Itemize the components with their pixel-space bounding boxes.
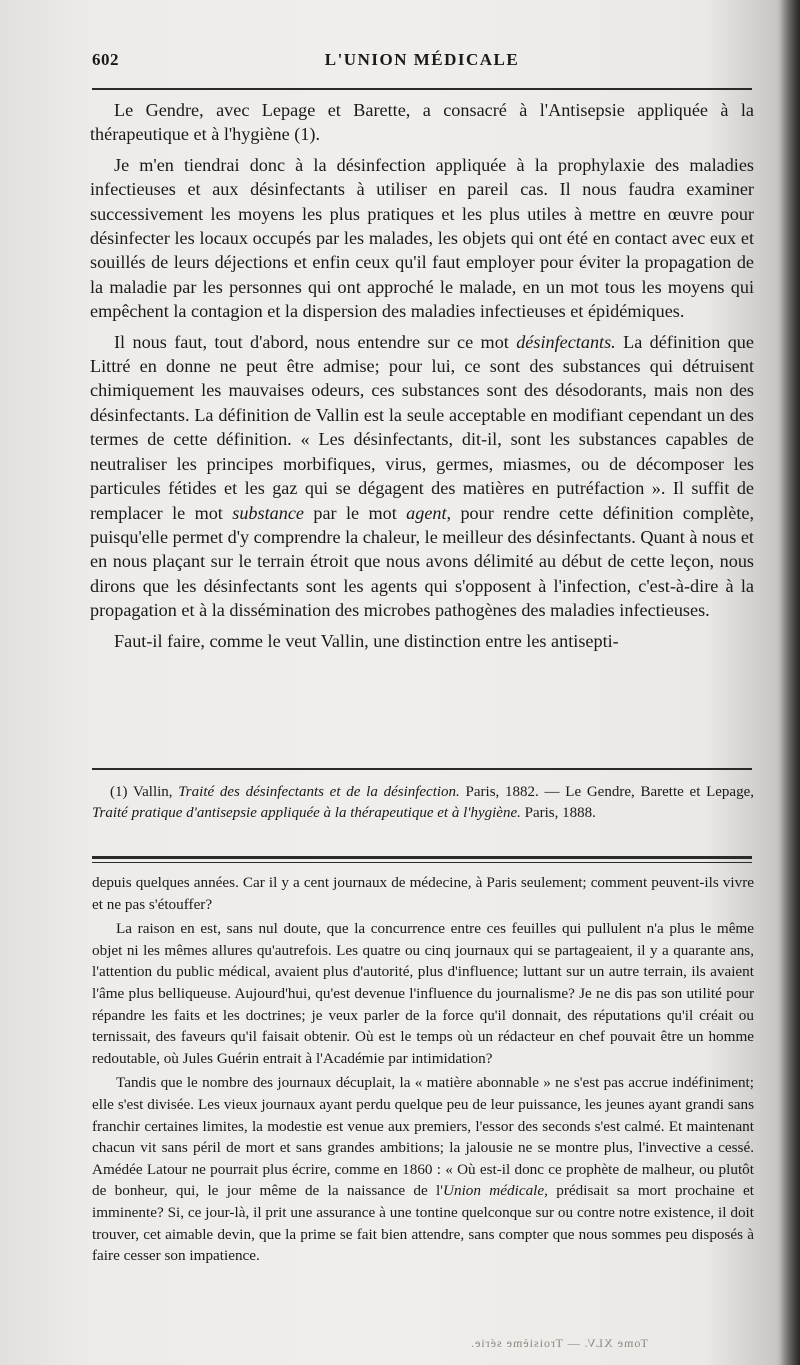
main-article-text (90, 98, 754, 659)
feuilleton-paragraph (92, 918, 754, 1069)
text-run: pour rendre cette définition complète, puisqu'elle permet d'y comprendre la chaleur, le meilleur des désinfectants. Quant à nous et en nous plaçant sur le terrain étroit que nous avons délimité au début de cette leçon, nous dirons que les désinfectants sont les agents qui s'opposent à l'infection, c'est-à-dire à la propagation et à la dissémination des microbes pathogènes des maladies infectieuses. (90, 502, 754, 621)
footnote-rule (92, 768, 752, 770)
italic-term: désinfectants. (516, 331, 616, 352)
journal-title: L'UNION MÉDICALE (324, 50, 520, 69)
footnote-paragraph (92, 782, 754, 824)
main-paragraph (90, 153, 754, 324)
text-run: Le Gendre, avec Lepage et Barette, a consacré à l'Antisepsie appliquée à la thérapeutique et à l'hygiène (1). (90, 100, 754, 145)
main-paragraph (90, 330, 754, 623)
text-run: (1) Vallin, (110, 784, 179, 800)
text-run: La définition que Littré en donne ne peut être admise; pour lui, ce sont des substances qui détruisent chimiquement les mauvaises odeurs, ces substances sont des désodorants, mais non des désinfectants. La définition de Vallin est la seule acceptable en modifiant cependant un des termes de cette définition. « Les désinfectants, dit-il, sont les substances capables de neutraliser les principes morbifiques, virus, germes, miasmes, ou de décomposer les particules fétides et les gaz qui se dégagent des matières en putréfaction ». Il suffit de remplacer le mot (90, 331, 754, 523)
text-run: prédisait sa mort prochaine et imminente? Si, ce jour-là, il prit une assurance à une tontine quelconque sur ou contre notre existence, il doit trouver, cet aimable devin, que la prime se fait bien attendre, sans compter que nous sommes peu disposés à faire cesser son impatience. (92, 1182, 754, 1265)
italic-term: agent, (406, 502, 452, 523)
text-run: Paris, 1888. (520, 805, 596, 821)
text-run: par le mot (303, 502, 407, 523)
bleed-through-signature: Tome XLV. — Troisième série. (470, 1336, 648, 1350)
italic-title: Union médicale, (443, 1182, 548, 1200)
main-paragraph (90, 629, 754, 653)
text-run: Tandis que le nombre des journaux décuplait, la « matière abonnable » ne s'est pas accrue indéfiniment; elle s'est divisée. Les vieux journaux ayant perdu quelque peu de leur puissance, les jeunes ayant grandi sans franchir certaines limites, la modestie est venue aux premiers, l'essor des seconds s'est calmé. Et maintenant chacun vit sans péril de mort et sans grandes ambitions; la jalousie ne se montre plus, l'invective a cessé. Amédée Latour ne pourrait plus écrire, comme en 1860 : « Où est-il donc ce prophète de malheur, ou plutôt de bonheur, qui, le jour même de la naissance de l' (92, 1074, 754, 1200)
feuilleton-paragraph (92, 872, 754, 915)
text-run: depuis quelques années. Car il y a cent journaux de médecine, à Paris seulement; comment peuvent-ils vivre et ne pas s'étouffer? (92, 874, 754, 913)
footnote (92, 782, 754, 824)
running-header (92, 48, 752, 76)
text-run: Il nous faut, tout d'abord, nous entendre sur ce mot (114, 331, 517, 352)
text-run: La raison en est, sans nul doute, que la concurrence entre ces feuilles qui pullulent n'a plus le même objet ni les mêmes allures qu'autrefois. Les quatre ou cinq journaux qui se partageaient, il y a quarante ans, l'attention du public médical, avaient plus d'autorité, plus d'influence; luttant sur un autre terrain, ils avaient l'âme plus belliqueuse. Aujourd'hui, qu'est devenue l'influence du journalisme? Je ne dis pas son utilité pour répandre les faits et les doctrines; je veux parler de la force qu'il donnait, des réputations qu'il créait ou ternissait, des faveurs qu'il faisait obtenir. Où est le temps où un rédacteur en chef pouvait être un homme redoutable, où Jules Guérin entrait à l'Académie par intimidation? (92, 920, 754, 1067)
text-run: Faut-il faire, comme le veut Vallin, une distinction entre les antisepti- (114, 630, 619, 651)
header-rule (92, 88, 752, 90)
page-number: 602 (92, 50, 119, 69)
italic-title: Traité pratique d'antisepsie appliquée à la thérapeutique et à l'hygiène. (92, 805, 521, 821)
italic-term: substance (232, 502, 304, 523)
main-paragraph (90, 98, 754, 147)
page-binding-shadow (780, 0, 800, 1365)
feuilleton-paragraph (92, 1072, 754, 1266)
feuilleton-text (92, 872, 754, 1270)
feuilleton-rule-thick (92, 856, 752, 859)
italic-title: Traité des désinfectants et de la désinfection. (178, 784, 460, 800)
text-run: Paris, 1882. — Le Gendre, Barette et Lepage, (459, 784, 754, 800)
feuilleton-rule-thin (92, 862, 752, 863)
text-run: Je m'en tiendrai donc à la désinfection appliquée à la prophylaxie des maladies infectieuses et aux désinfectants à utiliser en pareil cas. Il nous faudra examiner successivement les moyens les plus pratiques et les plus utiles à mettre en œuvre pour désinfecter les locaux occupés par les malades, les objets qui ont été en contact avec eux et souillés de leurs déjections et enfin ceux qu'il faut employer pour éviter la propagation de la maladie par les personnes qui ont approché le malade, en un mot tous les moyens qui empêchent la contagion et la dispersion des maladies infectieuses et épidémiques. (90, 154, 754, 322)
